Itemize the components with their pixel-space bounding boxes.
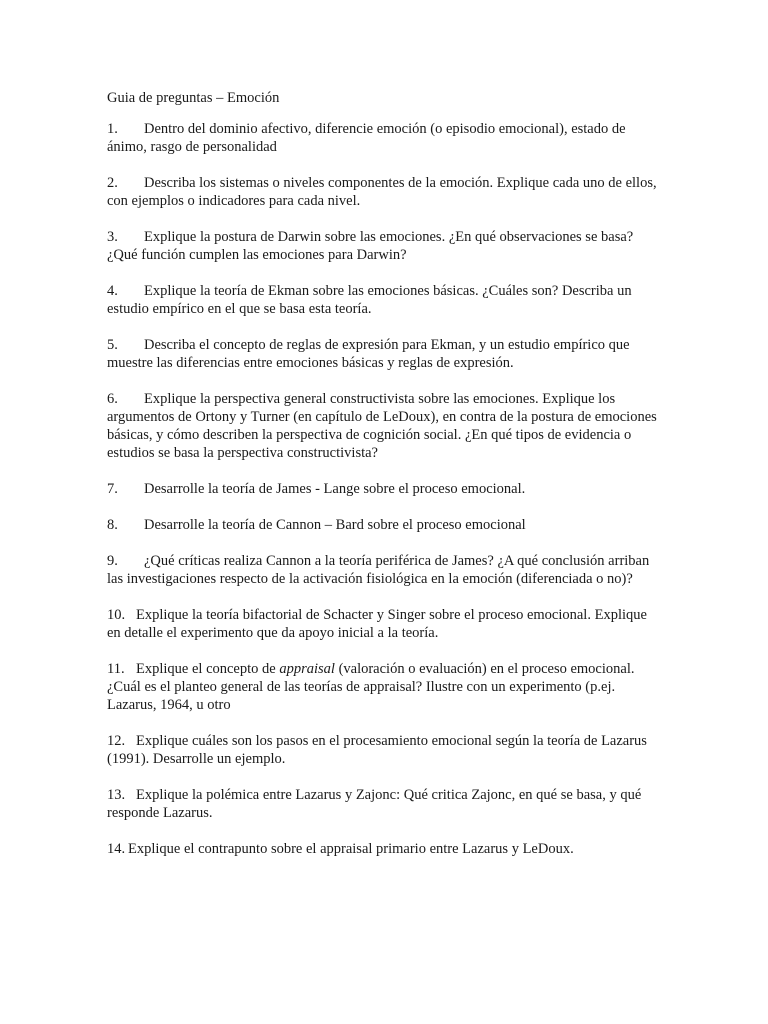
question-text: Explique la perspectiva general constructivista sobre las emociones. Explique los argumentos de Ortony y Turner (en capítulo de LeDoux), en contra de la postura de emociones básicas, y cómo describen la perspectiva de cognición social. ¿En qué tipos de evidencia o estudios se basa la perspectiva constructivista? (107, 391, 657, 461)
question-text: Explique la teoría bifactorial de Schacter y Singer sobre el proceso emocional. Explique en detalle el experimento que da apoyo inicial a la teoría. (107, 607, 647, 641)
question-text: Explique el contrapunto sobre el appraisal primario entre Lazarus y LeDoux. (128, 841, 574, 857)
question-number: 8. (107, 517, 118, 533)
question-number: 5. (107, 337, 118, 353)
question-number: 2. (107, 175, 118, 191)
question-number: 13. (107, 787, 126, 803)
question-number: 11. (107, 661, 125, 677)
question-number: 1. (107, 121, 118, 137)
question-number: 12. (107, 733, 126, 749)
question-number: 10. (107, 607, 126, 623)
question-text: Explique la postura de Darwin sobre las emociones. ¿En qué observaciones se basa? ¿Qué función cumplen las emociones para Darwin? (107, 229, 634, 263)
question-14 (107, 840, 659, 858)
question-3 (107, 228, 659, 264)
question-5 (107, 336, 659, 372)
question-7 (107, 480, 659, 498)
question-10 (107, 606, 659, 642)
question-number: 6. (107, 391, 118, 407)
question-number: 7. (107, 481, 118, 497)
question-text: Dentro del dominio afectivo, diferencie emoción (o episodio emocional), estado de ánimo, rasgo de personalidad (107, 121, 626, 155)
question-text: Describa el concepto de reglas de expresión para Ekman, y un estudio empírico que muestre las diferencias entre emociones básicas y reglas de expresión. (107, 337, 630, 371)
question-text: Explique la teoría de Ekman sobre las emociones básicas. ¿Cuáles son? Describa un estudio empírico en el que se basa esta teoría. (107, 283, 632, 317)
question-text: ¿Qué críticas realiza Cannon a la teoría periférica de James? ¿A qué conclusión arriban las investigaciones respecto de la activación fisiológica en la emoción (diferenciada o no)? (107, 553, 650, 587)
question-number: 3. (107, 229, 118, 245)
document-title: Guia de preguntas – Emoción (107, 90, 280, 106)
question-emphasis: appraisal (279, 661, 335, 677)
question-text-after: (valoración o evaluación) en el proceso emocional. ¿Cuál es el planteo general de las teorías de appraisal? Ilustre con un experimento (p.ej. Lazarus, 1964, u otro (107, 661, 635, 713)
question-2 (107, 174, 659, 210)
question-4 (107, 282, 659, 318)
question-number: 9. (107, 553, 118, 569)
question-6 (107, 390, 659, 462)
question-text: Desarrolle la teoría de James - Lange sobre el proceso emocional. (144, 481, 526, 497)
question-11 (107, 660, 659, 714)
question-text: Explique la polémica entre Lazarus y Zajonc: Qué critica Zajonc, en qué se basa, y qué responde Lazarus. (107, 787, 642, 821)
question-text: Explique cuáles son los pasos en el procesamiento emocional según la teoría de Lazarus (1991). Desarrolle un ejemplo. (107, 733, 647, 767)
question-text-before: Explique el concepto de (136, 661, 280, 677)
question-12 (107, 732, 659, 768)
question-1 (107, 120, 659, 156)
question-number: 14. (107, 841, 126, 857)
question-number: 4. (107, 283, 118, 299)
question-9 (107, 552, 659, 588)
question-text: Describa los sistemas o niveles componentes de la emoción. Explique cada uno de ellos, con ejemplos o indicadores para cada nivel. (107, 175, 657, 209)
document-page (107, 89, 659, 876)
question-13 (107, 786, 659, 822)
question-text: Desarrolle la teoría de Cannon – Bard sobre el proceso emocional (144, 517, 526, 533)
question-8 (107, 516, 659, 534)
